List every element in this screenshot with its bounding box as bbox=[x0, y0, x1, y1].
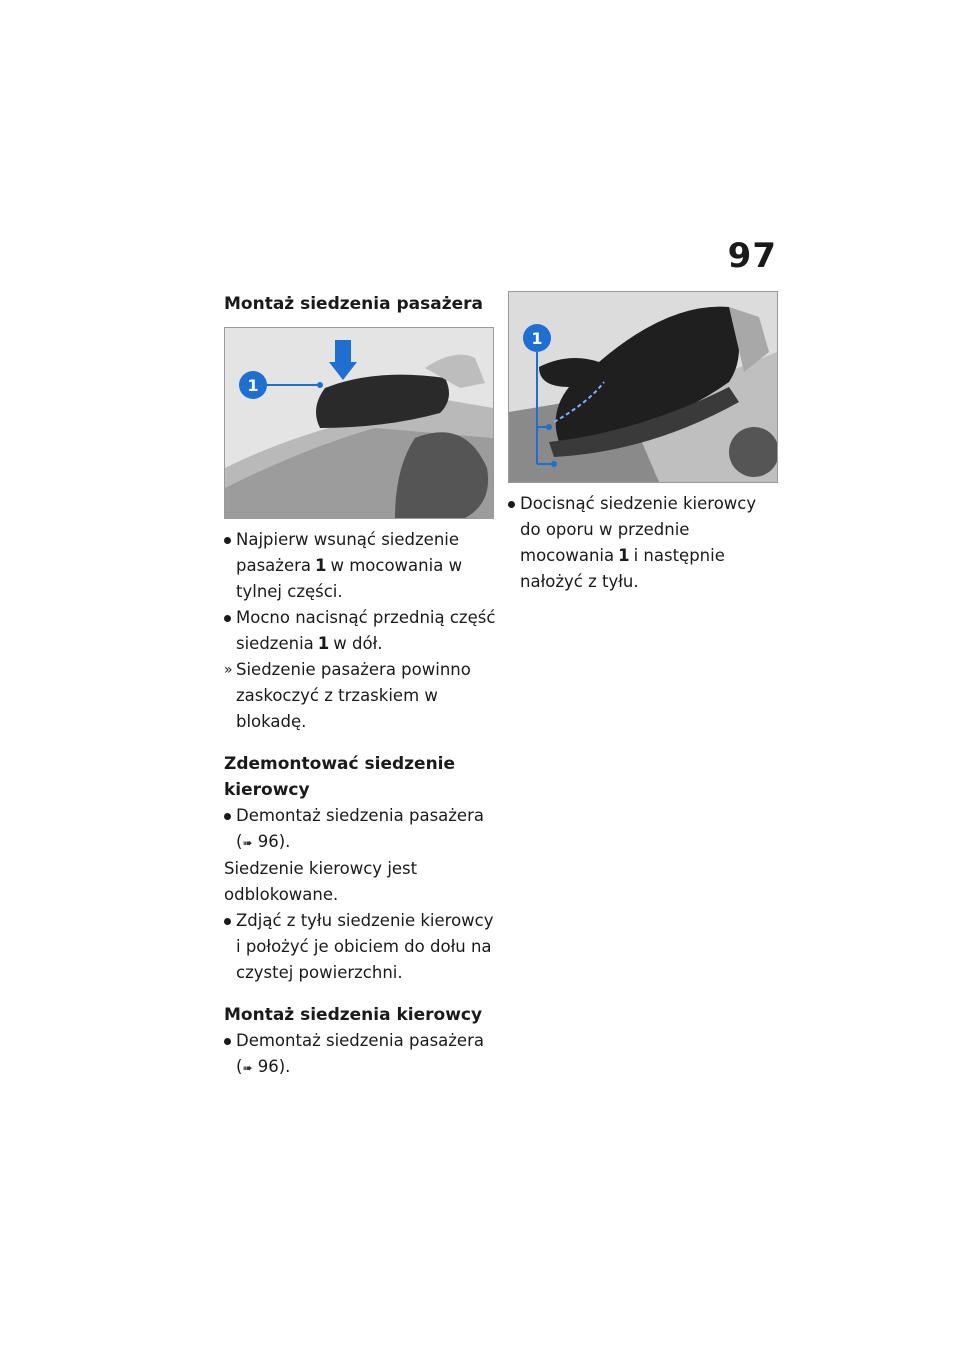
page-number: 97 bbox=[727, 236, 777, 276]
list-item: Mocno nacisnąć przednią część siedzenia 1 w dół. bbox=[224, 605, 496, 657]
arrow-right-icon: ➠ bbox=[242, 836, 253, 850]
passenger-seat-install-steps bbox=[224, 527, 496, 735]
status-note: Siedzenie kierowcy jest odblokowane. bbox=[224, 859, 418, 904]
figure-2-callout: 1 bbox=[531, 329, 543, 348]
left-column bbox=[224, 291, 496, 1081]
page-reference[interactable]: (➠ 96). bbox=[236, 832, 291, 851]
rider-seat-illustration bbox=[509, 292, 777, 482]
rider-seat-press-steps bbox=[508, 491, 780, 595]
page-reference[interactable]: (➠ 96). bbox=[236, 1057, 291, 1076]
figure-rider-seat bbox=[508, 291, 778, 483]
arrow-right-icon: ➠ bbox=[242, 1061, 253, 1075]
list-item: Demontaż siedzenia pasażera (➠ 96). bbox=[224, 1028, 496, 1081]
list-item: Docisnąć siedzenie kierowcy do oporu w przednie mocowania 1 i następnie nałożyć z tyłu. bbox=[508, 491, 780, 595]
list-item: Najpierw wsunąć siedzenie pasażera 1 w mocowania w tylnej części. bbox=[224, 527, 496, 605]
right-column bbox=[508, 291, 780, 595]
remove-rider-seat-steps bbox=[224, 803, 496, 856]
figure-passenger-seat bbox=[224, 327, 494, 519]
list-item: Zdjąć z tyłu siedzenie kierowcy i położyć je obiciem do dołu na czystej powierzchni. bbox=[224, 908, 496, 986]
rider-seat-install-steps bbox=[224, 1028, 496, 1081]
section-title-remove-rider-seat: Zdemontować siedzenie kierowcy bbox=[224, 754, 456, 800]
figure-1-callout: 1 bbox=[247, 376, 259, 395]
result-item: » Siedzenie pasażera powinno zaskoczyć z trzaskiem w blokadę. bbox=[224, 657, 496, 735]
list-item: Demontaż siedzenia pasażera (➠ 96). bbox=[224, 803, 496, 856]
passenger-seat-illustration bbox=[225, 328, 493, 518]
section-title-passenger-seat-install: Montaż siedzenia pasażera bbox=[224, 294, 484, 314]
section-title-rider-seat-install: Montaż siedzenia kierowcy bbox=[224, 1005, 483, 1025]
